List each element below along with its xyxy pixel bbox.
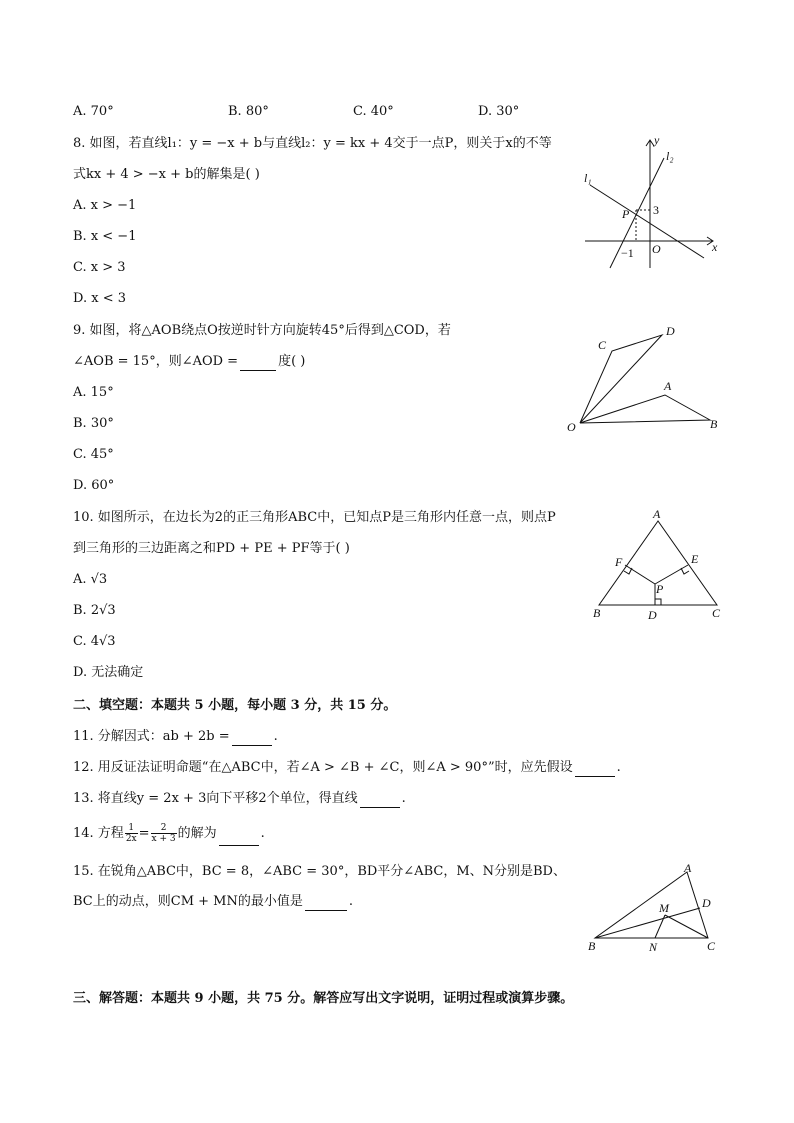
q14-stem-end: . (260, 826, 265, 841)
q7-option-c: C. 40° (353, 104, 394, 119)
q14-fraction-right-den: x + 3 (151, 834, 176, 844)
q8-label-o: O (652, 242, 661, 256)
q14-stem-prefix: 14. 方程 (73, 826, 124, 841)
q14-fraction-left-num: 1 (125, 823, 138, 834)
q9-label-d: D (666, 324, 675, 338)
q8-label-p: P (622, 207, 630, 221)
section2-heading: 二、填空题：本题共 5 小题，每小题 3 分，共 15 分。 (73, 698, 397, 713)
q11-answer-blank[interactable] (232, 745, 272, 746)
q15-label-c: C (707, 939, 716, 953)
q12-stem-end: . (616, 760, 621, 775)
q14-stem (73, 822, 265, 846)
q15-label-m: M (659, 901, 669, 915)
q15-label-b: B (588, 939, 596, 953)
q14-stem-middle: 的解为 (177, 826, 217, 841)
q15-stem-line2 (73, 893, 353, 911)
q14-answer-blank[interactable] (219, 845, 259, 846)
q10-label-e: E (691, 552, 699, 566)
q7-option-d: D. 30° (478, 104, 520, 119)
q13-stem (73, 790, 406, 808)
q9-option-c: C. 45° (73, 447, 114, 462)
q9-answer-blank[interactable] (240, 370, 276, 371)
q8-label-x: x (712, 240, 718, 254)
q10-label-c: C (712, 606, 721, 620)
q9-label-a: A (664, 379, 672, 393)
q12-stem-text: 12. 用反证法证明命题“在△ABC中，若∠A > ∠B + ∠C，则∠A > 90°”时，应先假设 (73, 760, 573, 775)
section3-heading: 三、解答题：本题共 9 小题，共 75 分。解答应写出文字说明，证明过程或演算步骤。 (73, 991, 574, 1006)
q12-stem (73, 759, 621, 777)
q10-label-d: D (648, 608, 657, 622)
q15-answer-blank[interactable] (305, 910, 347, 911)
q12-answer-blank[interactable] (575, 776, 615, 777)
q10-option-b: B. 2√3 (73, 603, 116, 618)
q9-figure-rotation (560, 315, 730, 440)
q9-option-a: A. 15° (73, 385, 114, 400)
q10-option-c: C. 4√3 (73, 634, 116, 649)
q11-stem (73, 728, 278, 746)
q9-stem-line2-suffix: 度( ) (278, 354, 306, 369)
q15-stem-line1: 15. 在锐角△ABC中，BC = 8，∠ABC = 30°，BD平分∠ABC，M、N分别是BD、 (73, 864, 566, 879)
q13-stem-text: 13. 将直线y = 2x + 3向下平移2个单位，得直线 (73, 791, 358, 806)
q9-stem-line2 (73, 353, 305, 371)
q9-stem-line1: 9. 如图，将△AOB绕点O按逆时针方向旋转45°后得到△COD，若 (73, 323, 451, 338)
q8-figure-lines (580, 130, 725, 270)
q13-stem-end: . (401, 791, 406, 806)
q14-fraction-left (125, 823, 138, 844)
q11-stem-end: . (273, 729, 278, 744)
q8-option-a: A. x > −1 (73, 198, 137, 213)
q8-option-d: D. x < 3 (73, 291, 126, 306)
q8-label-l2: l₂ (666, 149, 674, 163)
q10-option-a: A. √3 (73, 572, 108, 587)
q10-label-f: F (615, 555, 623, 569)
q7-option-a: A. 70° (73, 104, 114, 119)
q8-option-b: B. x < −1 (73, 229, 137, 244)
q10-figure-triangle (585, 505, 730, 625)
q14-fraction-right (151, 823, 177, 844)
q9-label-b: B (710, 417, 718, 431)
q8-label-minus1: −1 (621, 246, 634, 260)
q9-label-o: O (567, 420, 576, 434)
q7-option-b: B. 80° (228, 104, 269, 119)
q9-stem-line2-prefix: ∠AOB = 15°，则∠AOD = (73, 354, 239, 369)
q9-option-d: D. 60° (73, 478, 115, 493)
q10-stem-line2: 到三角形的三边距离之和PD + PE + PF等于( ) (73, 541, 350, 556)
q15-figure-triangle (585, 860, 725, 955)
q15-stem-line2-text: BC上的动点，则CM + MN的最小值是 (73, 894, 303, 909)
q8-label-y: y (654, 133, 660, 147)
q10-stem-line1: 10. 如图所示，在边长为2的正三角形ABC中，已知点P是三角形内任意一点，则点P (73, 510, 556, 525)
q10-option-d: D. 无法确定 (73, 665, 144, 680)
q8-option-c: C. x > 3 (73, 260, 126, 275)
q8-stem-line2: 式kx + 4 > −x + b的解集是( ) (73, 167, 260, 182)
q13-answer-blank[interactable] (360, 807, 400, 808)
q8-stem-line1: 8. 如图，若直线l₁：y = −x + b与直线l₂：y = kx + 4交于一点P，则关于x的不等 (73, 136, 552, 151)
q8-label-3: 3 (653, 203, 659, 217)
q15-label-n: N (649, 940, 658, 954)
q15-label-a: A (684, 861, 692, 875)
q15-stem-line2-end: . (348, 894, 353, 909)
q11-stem-text: 11. 分解因式：ab + 2b = (73, 729, 230, 744)
q10-label-p: P (656, 582, 664, 596)
q14-equals: = (138, 826, 150, 841)
q10-label-a: A (653, 507, 661, 521)
q14-fraction-left-den: 2x (125, 834, 137, 844)
q10-label-b: B (593, 606, 601, 620)
q9-option-b: B. 30° (73, 416, 114, 431)
q14-fraction-right-num: 2 (151, 823, 177, 834)
q9-label-c: C (598, 338, 607, 352)
q15-label-d: D (702, 896, 711, 910)
q8-label-l1: l₁ (584, 171, 592, 185)
